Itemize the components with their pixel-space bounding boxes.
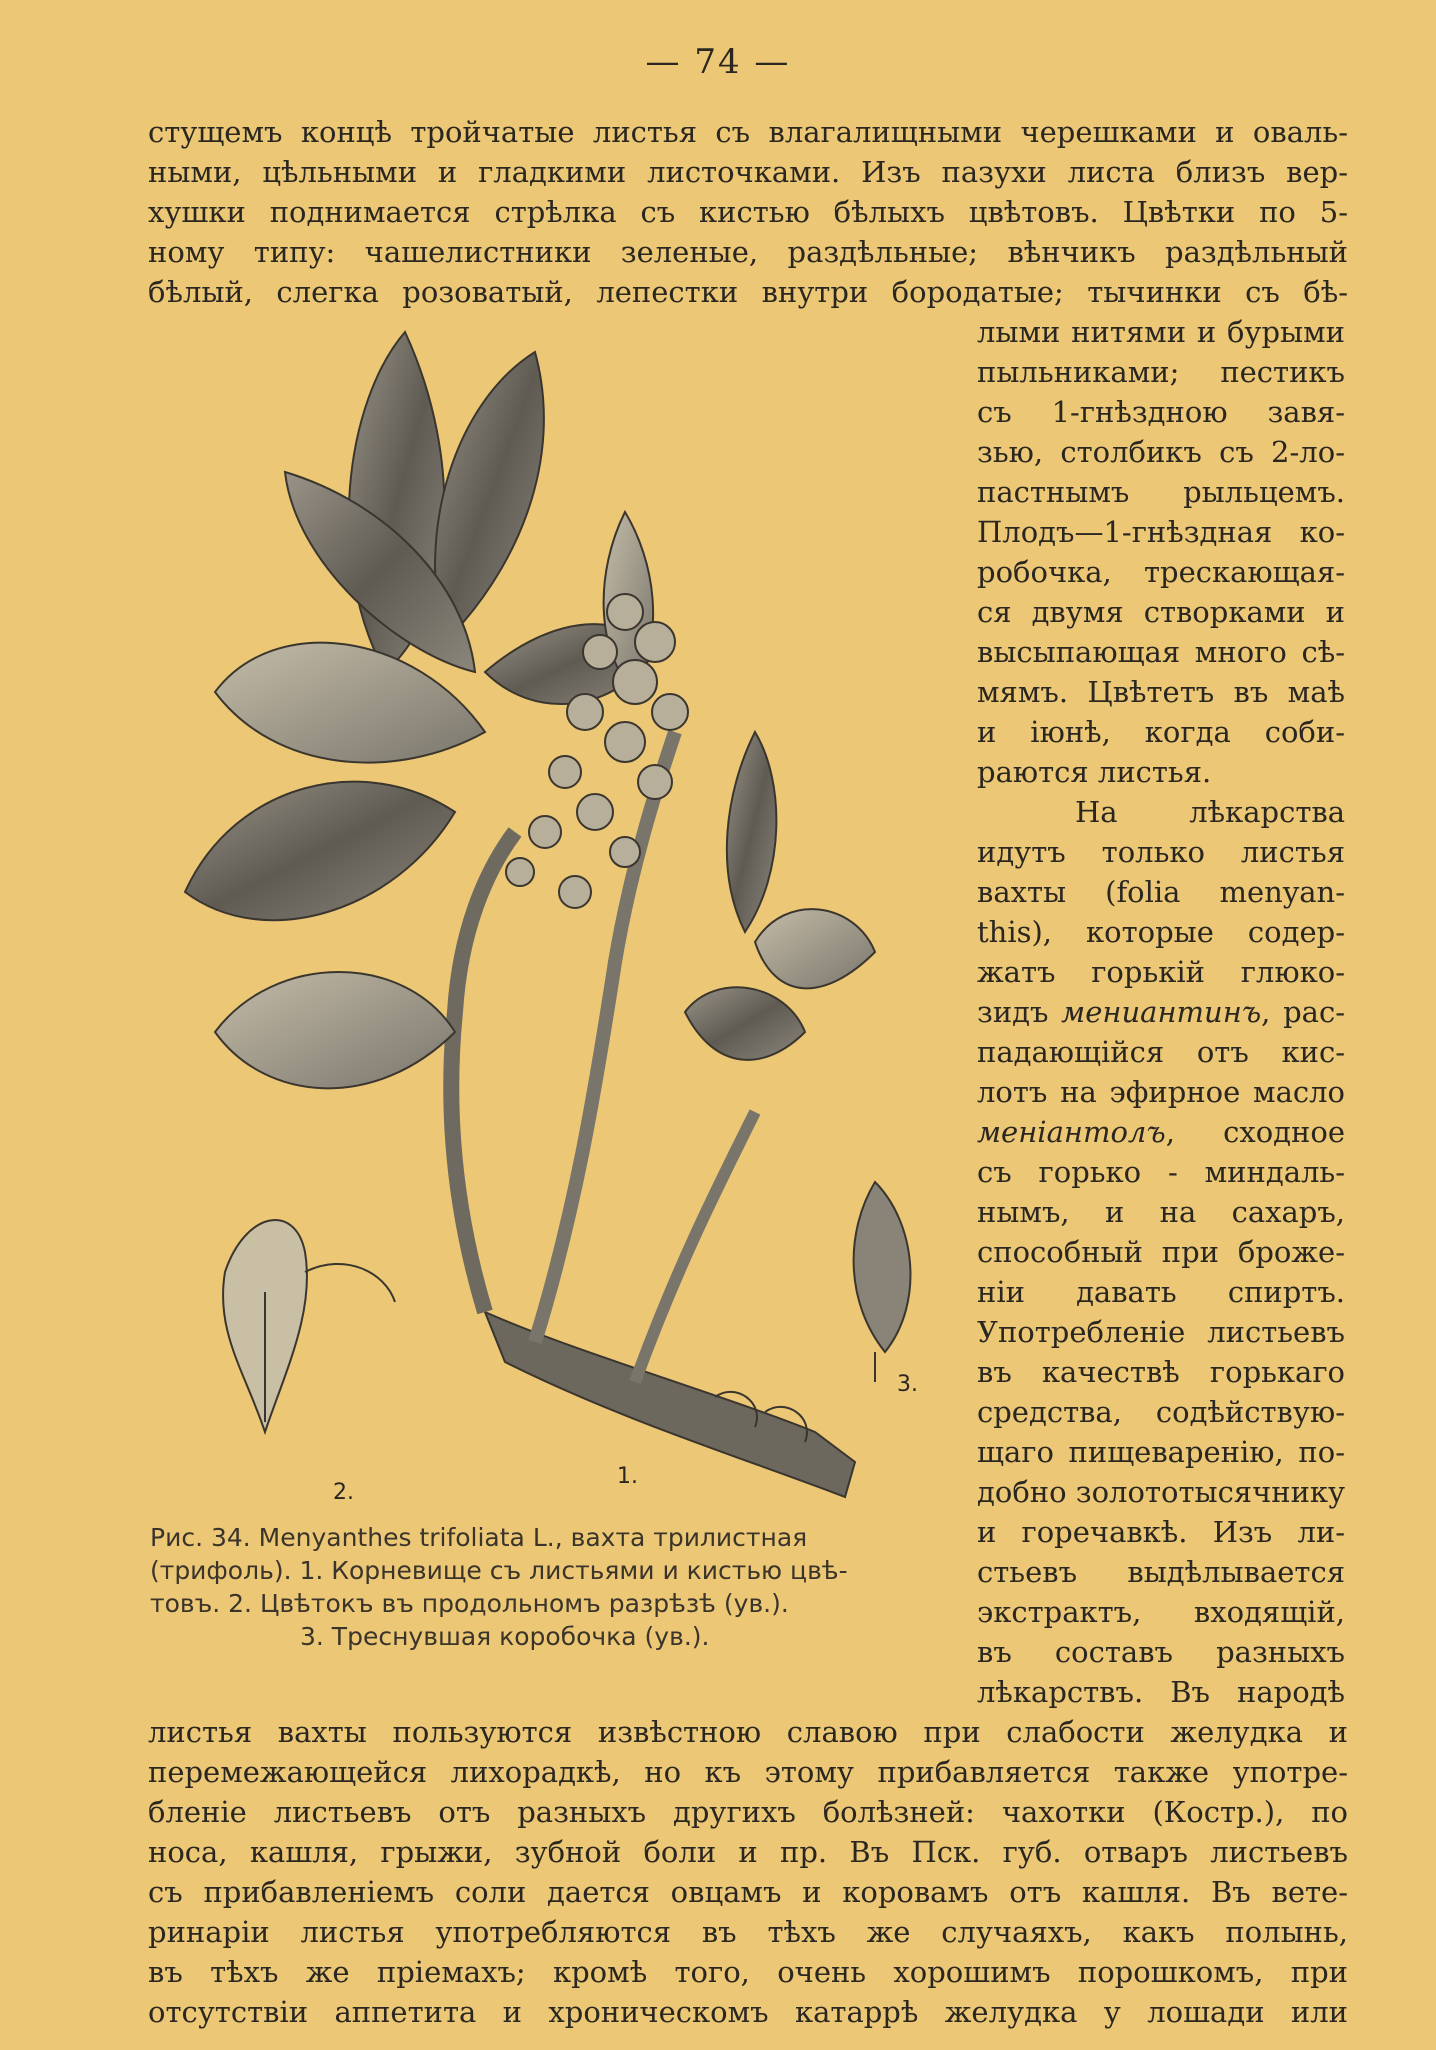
figure-label-1: 1. [617, 1464, 638, 1489]
text-span: , сходное [1165, 1115, 1345, 1149]
text-line: лотъ на эфирное масло [977, 1075, 1345, 1109]
text-line: носа, кашля, грыжи, зубной боли и пр. Въ Пск. губ. отваръ листьевъ [148, 1835, 1348, 1869]
caption-line: (трифоль). 1. Корневище съ листьями и кистью цвѣ- [150, 1556, 848, 1585]
text-line: съ горько - миндаль- [977, 1155, 1345, 1189]
text-line: добно золототысячнику [977, 1475, 1346, 1509]
italic-term: меніантолъ [977, 1115, 1166, 1149]
text-line: вахты (folia menyan- [977, 875, 1345, 909]
text-line: раются листья. [977, 755, 1212, 789]
text-line: высыпающая много сѣ- [977, 635, 1345, 669]
text-line: лыми нитями и бурыми [977, 315, 1345, 349]
text-line: экстрактъ, входящій, [977, 1595, 1345, 1629]
text-line: жатъ горькій глюко- [977, 955, 1345, 989]
figure-label-2: 2. [333, 1480, 354, 1505]
text-line: пыльниками; пестикъ [977, 355, 1345, 389]
text-line: и іюнѣ, когда соби- [977, 715, 1345, 749]
plant-drawing [155, 312, 955, 1512]
text-line: идутъ только листья [977, 835, 1345, 869]
text-line: нымъ, и на сахаръ, [977, 1195, 1345, 1229]
italic-term: мениантинъ [1061, 995, 1262, 1029]
text-span: зидъ [977, 995, 1049, 1029]
text-line: Плодъ—1-гнѣздная ко- [977, 515, 1345, 549]
text-span: , рас- [1261, 995, 1345, 1029]
text-line: въ качествѣ горькаго [977, 1355, 1345, 1389]
text-line: ному типу: чашелистники зеленые, раздѣльные; вѣнчикъ раздѣльный [148, 235, 1348, 269]
text-line: въ тѣхъ же пріемахъ; кромѣ того, очень хорошимъ порошкомъ, при [148, 1955, 1348, 1989]
text-line: зью, столбикъ съ 2-ло- [977, 435, 1345, 469]
text-line: this), которые содер- [977, 915, 1345, 949]
text-line: ся двумя створками и [977, 595, 1345, 629]
page-number: — 74 — [645, 42, 791, 82]
text-line: съ 1-гнѣздною завя- [977, 395, 1345, 429]
text-line: перемежающейся лихорадкѣ, но къ этому прибавляется также употре- [148, 1755, 1348, 1789]
text-line: хушки поднимается стрѣлка съ кистью бѣлыхъ цвѣтовъ. Цвѣтки по 5- [148, 195, 1348, 229]
caption-line: товъ. 2. Цвѣтокъ въ продольномъ разрѣзѣ (ув.). [150, 1589, 789, 1618]
caption-line: Рис. 34. Menyanthes trifoliata L., вахта трилистная [150, 1523, 808, 1552]
text-line: ніи давать спиртъ. [977, 1275, 1345, 1309]
text-line: робочка, трескающая- [977, 555, 1345, 589]
text-line: На лѣкарства [1075, 795, 1345, 829]
text-line: способный при броже- [977, 1235, 1345, 1269]
text-line: стущемъ концѣ тройчатые листья съ влагалищными черешками и оваль- [148, 115, 1348, 149]
text-line: средства, содѣйствую- [977, 1395, 1345, 1429]
text-line: щаго пищеваренію, по- [977, 1435, 1345, 1469]
text-line: листья вахты пользуются извѣстною славою при слабости желудка и [148, 1715, 1348, 1749]
text-line: ринаріи листья употребляются въ тѣхъ же случаяхъ, какъ полынь, [148, 1915, 1348, 1949]
text-line: въ составъ разныхъ [977, 1635, 1345, 1669]
text-line-mixed [977, 992, 1345, 1032]
text-line: падающійся отъ кис- [977, 1035, 1345, 1069]
text-line: бѣлый, слегка розоватый, лепестки внутри бородатые; тычинки съ бѣ- [148, 275, 1348, 309]
text-line-mixed [977, 1112, 1345, 1152]
text-line: лѣкарствъ. Въ народѣ [977, 1675, 1345, 1709]
text-line: съ прибавленіемъ соли дается овцамъ и коровамъ отъ кашля. Въ вете- [148, 1875, 1348, 1909]
text-line: и горечавкѣ. Изъ ли- [977, 1515, 1345, 1549]
text-line: отсутствіи аппетита и хроническомъ катаррѣ желудка у лошади или [148, 1995, 1348, 2029]
caption-line: 3. Треснувшая коробочка (ув.). [300, 1622, 710, 1651]
text-line: Употребленіе листьевъ [977, 1315, 1345, 1349]
text-line: бленіе листьевъ отъ разныхъ другихъ болѣзней: чахотки (Костр.), по [148, 1795, 1348, 1829]
botanical-illustration [155, 312, 955, 1512]
figure-label-3: 3. [897, 1372, 918, 1397]
text-line: пастнымъ рыльцемъ. [977, 475, 1345, 509]
text-line: мямъ. Цвѣтетъ въ маѣ [977, 675, 1345, 709]
text-line: ными, цѣльными и гладкими листочками. Изъ пазухи листа близъ вер- [148, 155, 1348, 189]
text-line: стьевъ выдѣлывается [977, 1555, 1345, 1589]
